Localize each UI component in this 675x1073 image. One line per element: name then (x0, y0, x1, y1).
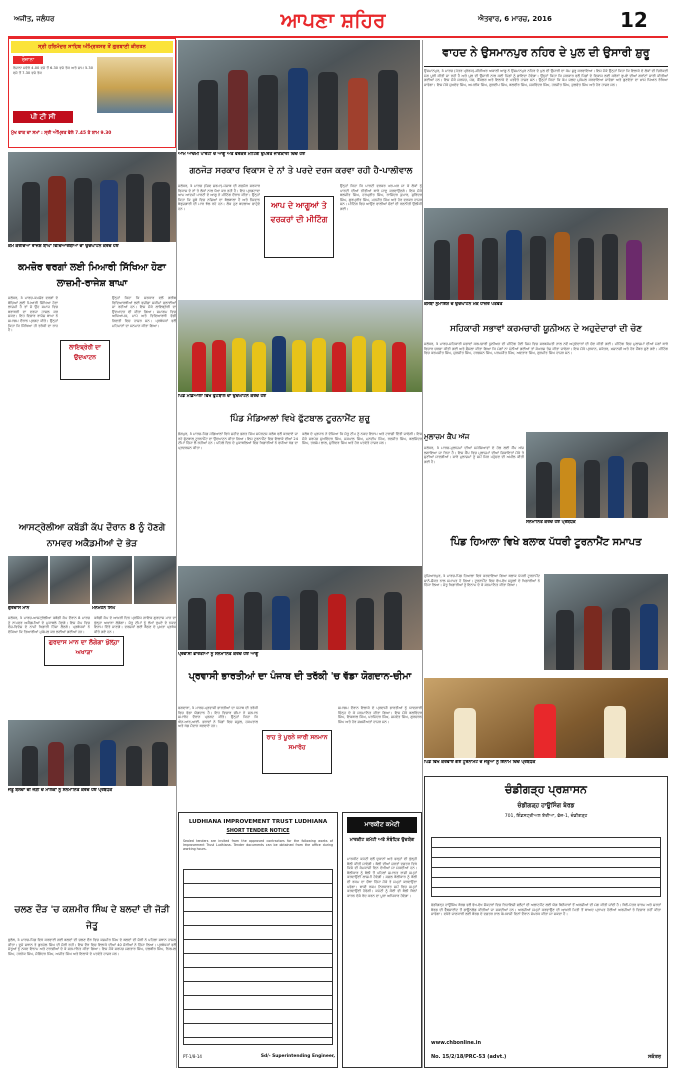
race-photo (8, 720, 176, 786)
ad-title: ਸ੍ਰੀ ਹਰਿਮੰਦਰ ਸਾਹਿਬ ਅੰਮ੍ਰਿਤਸਰ ਤੋਂ ਗੁਰਬਾਣੀ ਕੀਰਤਨ (11, 41, 173, 53)
aap-meeting-photo (178, 40, 420, 150)
chandigarh-ad (424, 776, 668, 1068)
story8-body: ਹੁਸ਼ਿਆਰਪੁਰ, 5 ਮਾਰਚ-ਪਿੰਡ ਹਿਆਲਾ ਵਿਖੇ ਕਰਵਾਇਆ ਗਿਆ ਬਲਾਕ ਪੱਧਰੀ ਟੂਰਨਾਮੈਂਟ ਸ਼ਾਨੋ-ਸ਼ੌਕਤ ਨਾਲ ਸਮਾਪਤ ਹੋ ਗਿਆ। ਟੂਰਨਾਮੈਂਟ ਵਿਚ ਵੱਖ-ਵੱਖ ਸਕੂਲਾਂ ਦੇ ਖਿਡਾਰੀਆਂ ਨੇ ਹਿੱਸਾ ਲਿਆ। ਜੇਤੂ ਖਿਡਾਰੀਆਂ ਨੂੰ ਇਨਾਮ ਦੇ ਕੇ ਸਨਮਾਨਿਤ ਕੀਤਾ ਗਿਆ। (424, 574, 540, 588)
story2-body-b: ਉਨ੍ਹਾਂ ਕਿਹਾ ਕਿ ਪਾਰਟੀ ਵਰਕਰ ਘਰ-ਘਰ ਜਾ ਕੇ ਲੋਕਾਂ ਨੂੰ ਪਾਰਟੀ ਦੀਆਂ ਨੀਤੀਆਂ ਬਾਰੇ ਜਾਣੂ ਕਰਵਾਉਣਗੇ। ਇਸ ਮੌਕੇ ਬਲਜੀਤ ਸਿੰਘ, ਹਰਪ੍ਰੀਤ ਸਿੰਘ, ਰਾਜਿੰਦਰ ਕੁਮਾਰ, ਸੁਰਿੰਦਰ ਸਿੰਘ, ਗੁਰਪ੍ਰੀਤ ਸਿੰਘ, ਮਨਜੀਤ ਸਿੰਘ ਅਤੇ ਹੋਰ ਵਰਕਰ ਹਾਜ਼ਰ ਸਨ। ਮੀਟਿੰਗ ਵਿਚ ਆਉਣ ਵਾਲੀਆਂ ਚੋਣਾਂ ਦੀ ਰਣਨੀਤੀ ਉਲੀਕੀ ਗਈ। (340, 184, 422, 211)
chandigarh-table (431, 837, 661, 897)
chandigarh-title: ਚੰਡੀਗੜ੍ਹ ਪ੍ਰਸ਼ਾਸਨ (505, 783, 587, 796)
story1-body: ਉਸਮਾਨਪੁਰ, 5 ਮਾਰਚ (ਪੱਤਰ ਪ੍ਰੇਰਕ)-ਸੀਨੀਅਰ ਅਕਾਲੀ ਆਗੂ ਨੇ ਉਸਮਾਨਪੁਰ ਨਹਿਰ ਦੇ ਪੁਲ ਦੀ ਉਸਾਰੀ ਦਾ ਕੰਮ ਸ਼ੁਰੂ ਕਰਵਾਇਆ। ਇਸ ਮੌਕੇ ਉਨ੍ਹਾਂ ਕਿਹਾ ਕਿ ਇਲਾਕੇ ਦੇ ਲੋਕਾਂ ਦੀ ਚਿਰੋਕਣੀ ਮੰਗ ਪੂਰੀ ਕੀਤੀ ਜਾ ਰਹੀ ਹੈ ਅਤੇ ਪੁਲ ਦੀ ਉਸਾਰੀ ਨਾਲ ਕਈ ਪਿੰਡਾਂ ਨੂੰ ਫ਼ਾਇਦਾ ਹੋਵੇਗਾ। ਉਨ੍ਹਾਂ ਕਿਹਾ ਕਿ ਸਰਕਾਰ ਵਲੋਂ ਪਿੰਡਾਂ ਦੇ ਵਿਕਾਸ ਲਈ ਕਰੋੜਾਂ ਰੁਪਏ ਦੀਆਂ ਗਰਾਂਟਾਂ ਜਾਰੀ ਕੀਤੀਆਂ ਗਈਆਂ ਹਨ। ਇਸ ਮੌਕੇ ਸਰਪੰਚ, ਪੰਚ, ਕੌਂਸਲਰ ਅਤੇ ਇਲਾਕੇ ਦੇ ਪਤਵੰਤੇ ਹਾਜ਼ਰ ਸਨ। ਉਨ੍ਹਾਂ ਕਿਹਾ ਕਿ ਕੰਮ ਜਲਦ ਮੁਕੰਮਲ ਕਰਵਾਇਆ ਜਾਵੇਗਾ ਅਤੇ ਗੁਣਵੱਤਾ ਦਾ ਖ਼ਾਸ ਧਿਆਨ ਰੱਖਿਆ ਜਾਵੇਗਾ। ਇਸ ਮੌਕੇ ਸੁਖਦੇਵ ਸਿੰਘ, ਅਮਰੀਕ ਸਿੰਘ, ਗੁਰਦੀਪ ਸਿੰਘ, ਬਲਵੀਰ ਸਿੰਘ, ਜਸਵਿੰਦਰ ਸਿੰਘ, ਹਰਜੀਤ ਸਿੰਘ, ਕੁਲਵੰਤ ਸਿੰਘ ਅਤੇ ਹੋਰ ਹਾਜ਼ਰ ਸਨ। (424, 69, 668, 87)
story10-headline: ਚਲਣ ਦੌੜ 'ਚ ਕਸ਼ਮੀਰ ਸਿੰਘ ਦੇ ਬਲਦਾਂ ਦੀ ਜੋੜੀ ਜੇਤੂ (14, 905, 170, 931)
tender-ref: PT-1/8-14 (183, 1054, 202, 1059)
story2-body-a: ਜਲੰਧਰ, 5 ਮਾਰਚ (ਸ਼ਿਵ ਸ਼ਰਮਾ)-ਪੰਜਾਬ ਦੀ ਗਠਜੋੜ ਸਰਕਾਰ ਵਿਕਾਸ ਦੇ ਨਾਂ ਤੇ ਲੋਕਾਂ ਨਾਲ ਧੋਖਾ ਕਰ ਰਹੀ ਹੈ। ਇਹ ਪ੍ਰਗਟਾਵਾ ਆਮ ਆਦਮੀ ਪਾਰਟੀ ਦੇ ਆਗੂ ਨੇ ਮੀਟਿੰਗ ਦੌਰਾਨ ਕੀਤਾ। ਉਨ੍ਹਾਂ ਕਿਹਾ ਕਿ ਸੂਬੇ ਵਿਚ ਨਸ਼ਿਆਂ ਦਾ ਬੋਲਬਾਲਾ ਹੈ ਅਤੇ ਨੌਜਵਾਨ ਬੇਰੁਜ਼ਗਾਰੀ ਦੀ ਮਾਰ ਝੱਲ ਰਹੇ ਹਨ। ਲੋਕ ਹੁਣ ਬਦਲਾਅ ਚਾਹੁੰਦੇ ਹਨ। (178, 184, 260, 211)
tournament-caption: ਪਿੰਡ ਵਿਖੇ ਕਰਵਾਏ ਗਏ ਟੂਰਨਾਮੈਂਟ ਦੇ ਜੇਤੂਆਂ ਨੂੰ ਇਨਾਮ ਦਿੰਦੇ ਪ੍ਰਬੰਧਕ (424, 760, 536, 765)
edition-label: ਅਜੀਤ, ਜਲੰਧਰ (14, 15, 55, 23)
bagha-caption: ਕੰਮ ਕਰਦਿਆਂ ਰਾਜੇਸ਼ ਬਾਘਾ ਵਿਦਿਆਰਥੀਆਂ ਦਾ ਉਦਘਾਟਨ ਕਰਦੇ ਹੋਏ (8, 244, 119, 249)
ad-body: ਰੋਜ਼ਾਨਾ ਸਵੇਰੇ 4.00 ਵਜੇ ਤੋਂ 6.30 ਵਜੇ ਤੱਕ ਅਤੇ ਸ਼ਾਮ 5.30 ਵਜੇ ਤੋਂ 7.30 ਵਜੇ ਤੱਕ (13, 66, 93, 75)
story3-body-a: ਜਲੰਧਰ, 5 ਮਾਰਚ-ਕਮਜ਼ੋਰ ਵਰਗਾਂ ਦੇ ਬੱਚਿਆਂ ਲਈ ਮਿਆਰੀ ਸਿੱਖਿਆ ਹੋਣਾ ਲਾਜ਼ਮੀ ਹੈ ਤਾਂ ਜੋ ਉਹ ਸਮਾਜ ਵਿਚ ਬਰਾਬਰੀ ਦਾ ਦਰਜਾ ਹਾਸਲ ਕਰ ਸਕਣ। ਇਹ ਵਿਚਾਰ ਰਾਜੇਸ਼ ਬਾਘਾ ਨੇ ਸਮਾਗਮ ਦੌਰਾਨ ਪ੍ਰਗਟ ਕੀਤੇ। ਉਨ੍ਹਾਂ ਕਿਹਾ ਕਿ ਸਿੱਖਿਆ ਹੀ ਤਰੱਕੀ ਦਾ ਰਾਹ ਹੈ। (8, 296, 58, 333)
kabaddi-photo-1 (8, 556, 48, 604)
kabaddi-photo-3 (92, 556, 132, 604)
page-number: 12 (620, 8, 648, 32)
story10-body: ਭੁਲੱਥ, 5 ਮਾਰਚ-ਪਿੰਡ ਵਿਖੇ ਕਰਵਾਈ ਗਈ ਬਲਦਾਂ ਦੀ ਚਲਣ ਦੌੜ ਵਿਚ ਕਸ਼ਮੀਰ ਸਿੰਘ ਦੇ ਬਲਦਾਂ ਦੀ ਜੋੜੀ ਨੇ ਪਹਿਲਾ ਸਥਾਨ ਹਾਸਲ ਕੀਤਾ। ਦੂਜੇ ਸਥਾਨ ਤੇ ਗੁਰਮੇਲ ਸਿੰਘ ਦੀ ਜੋੜੀ ਰਹੀ। ਇਸ ਦੌੜ ਵਿਚ ਇਲਾਕੇ ਦੀਆਂ 40 ਜੋੜੀਆਂ ਨੇ ਹਿੱਸਾ ਲਿਆ। ਪ੍ਰਬੰਧਕਾਂ ਵਲੋਂ ਜੇਤੂਆਂ ਨੂੰ ਨਕਦ ਇਨਾਮ ਅਤੇ ਟਰਾਫ਼ੀਆਂ ਦੇ ਕੇ ਸਨਮਾਨਿਤ ਕੀਤਾ ਗਿਆ। ਇਸ ਮੌਕੇ ਸਰਪੰਚ ਜਗਤਾਰ ਸਿੰਘ, ਦਲਬੀਰ ਸਿੰਘ, ਨਿਰਮਲ ਸਿੰਘ, ਹਰਨੇਕ ਸਿੰਘ, ਜੋਗਿੰਦਰ ਸਿੰਘ, ਅਜੀਤ ਸਿੰਘ ਅਤੇ ਇਲਾਕੇ ਦੇ ਪਤਵੰਤੇ ਹਾਜ਼ਰ ਸਨ। (8, 938, 176, 956)
market-body: ਮਾਰਕੀਟ ਕਮੇਟੀ ਵਲੋਂ ਦੁਕਾਨਾਂ ਅਤੇ ਫੜ੍ਹਾਂ ਦੀ ਖੁੱਲ੍ਹੀ ਬੋਲੀ ਕੀਤੀ ਜਾਵੇਗੀ। ਬੋਲੀ ਦੀਆਂ ਸ਼ਰਤਾਂ ਦਫ਼ਤਰ ਵਿਖੇ ਕਿਸੇ ਵੀ ਕੰਮਕਾਜੀ ਦਿਨ ਦੇਖੀਆਂ ਜਾ ਸਕਦੀਆਂ ਹਨ। ਬੋਲੀਕਾਰ ਨੂੰ ਬੋਲੀ ਤੋਂ ਪਹਿਲਾਂ ਜ਼ਮਾਨਤ ਰਾਸ਼ੀ ਜਮ੍ਹਾਂ ਕਰਵਾਉਣੀ ਲਾਜ਼ਮੀ ਹੋਵੇਗੀ। ਸਫ਼ਲ ਬੋਲੀਕਾਰ ਨੂੰ ਬੋਲੀ ਦੀ ਰਕਮ ਦਾ ਚੌਥਾ ਹਿੱਸਾ ਮੌਕੇ ਤੇ ਜਮ੍ਹਾਂ ਕਰਵਾਉਣਾ ਪਵੇਗਾ। ਬਾਕੀ ਰਕਮ ਨਿਰਧਾਰਤ ਸਮੇਂ ਵਿਚ ਜਮ੍ਹਾਂ ਕਰਵਾਉਣੀ ਹੋਵੇਗੀ। ਕਮੇਟੀ ਨੂੰ ਕੋਈ ਵੀ ਬੋਲੀ ਬਿਨਾਂ ਕਾਰਨ ਦੱਸੇ ਰੱਦ ਕਰਨ ਦਾ ਪੂਰਾ ਅਧਿਕਾਰ ਹੋਵੇਗਾ। (347, 857, 417, 898)
story2-sidebar: ਆਪ ਦੇ ਆਗੂਆਂ ਤੇ ਵਰਕਰਾਂ ਦੀ ਮੀਟਿੰਗ (264, 196, 334, 258)
tender-signature: Sd/- Superintending Engineer, (260, 1054, 335, 1059)
nri-caption: ਪ੍ਰਵਾਸੀ ਭਾਰਤੀਆਂ ਨੂੰ ਸਨਮਾਨਿਤ ਕਰਦੇ ਹੋਏ ਆਗੂ (178, 652, 259, 657)
tournament-photo (544, 574, 668, 670)
chandigarh-signatory: ਸਕੱਤਰ (647, 1054, 661, 1060)
story9-sidebar: ਰਾਹ ਤੇ ਪੂਰਨੇ ਜਾਰੀ ਸਨਮਾਨ ਸਮਾਰੋਹ (262, 730, 332, 774)
tender-table (183, 869, 333, 1045)
story2-headline: ਗਠਜੋੜ ਸਰਕਾਰ ਵਿਕਾਸ ਦੇ ਨਾਂ ਤੇ ਪਰਦੇ ਦਰਜ ਕਰਵਾ ਰਹੀ ਹੈ-ਪਾਲੀਵਾਲ (189, 166, 413, 176)
tender-title: LUDHIANA IMPROVEMENT TRUST LUDHIANA (188, 819, 328, 825)
story3-headline: ਕਮਜ਼ੋਰ ਵਰਗਾਂ ਲਈ ਮਿਆਰੀ ਸਿੱਖਿਆ ਹੋਣਾ ਲਾਜ਼ਮੀ-ਰਾਜੇਸ਼ ਬਾਘਾ (18, 262, 166, 289)
exhibition-photo (424, 208, 668, 300)
tender-intro: Sealed tenders are invited from the approved contractors for the following works of Improvement Trust Ludhiana. Tender documents can be obtained from the office during working hours. (183, 839, 333, 851)
story4-headline: ਸਹਿਕਾਰੀ ਸਭਾਵਾਂ ਕਰਮਚਾਰੀ ਯੂਨੀਅਨ ਦੇ ਅਹੁਦੇਦਾਰਾਂ ਦੀ ਚੋਣ (450, 324, 642, 334)
race-caption: ਜੇਤੂ ਬਲਦਾਂ ਦੀ ਜੋੜੀ ਦੇ ਮਾਲਕਾਂ ਨੂੰ ਸਨਮਾਨਿਤ ਕਰਦੇ ਹੋਏ ਪ੍ਰਬੰਧਕ (8, 788, 113, 793)
story7-body-b: ਕਬੱਡੀ ਕੱਪ ਦੇ ਆਖ਼ਰੀ ਦਿਨ ਪ੍ਰਸਿੱਧ ਗਾਇਕ ਗੁਰਦਾਸ ਮਾਨ ਦਾ ਖੁੱਲ੍ਹਾ ਅਖਾੜਾ ਲੱਗੇਗਾ। ਜੇਤੂ ਟੀਮਾਂ ਨੂੰ ਲੱਖਾਂ ਰੁਪਏ ਦੇ ਨਕਦ ਇਨਾਮ ਦਿੱਤੇ ਜਾਣਗੇ। ਦਰਸ਼ਕਾਂ ਲਈ ਬੈਠਣ ਦੇ ਪੁਖ਼ਤਾ ਪ੍ਰਬੰਧ ਕੀਤੇ ਗਏ ਹਨ। (94, 616, 176, 634)
kabaddi-caption-1: ਗੁਰਦਾਸ ਮਾਨ (8, 606, 30, 611)
kabaddi-photo-2 (50, 556, 90, 604)
story9-body-a: ਫਗਵਾੜਾ, 5 ਮਾਰਚ-ਪ੍ਰਵਾਸੀ ਭਾਰਤੀਆਂ ਦਾ ਪੰਜਾਬ ਦੀ ਤਰੱਕੀ ਵਿਚ ਵੱਡਾ ਯੋਗਦਾਨ ਹੈ। ਇਹ ਵਿਚਾਰ ਚੀਮਾ ਨੇ ਸਨਮਾਨ ਸਮਾਰੋਹ ਦੌਰਾਨ ਪ੍ਰਗਟ ਕੀਤੇ। ਉਨ੍ਹਾਂ ਕਿਹਾ ਕਿ ਐਨ.ਆਰ.ਆਈ. ਭਰਾਵਾਂ ਨੇ ਪਿੰਡਾਂ ਵਿਚ ਸਕੂਲ, ਹਸਪਤਾਲ ਅਤੇ ਖੇਡ ਮੈਦਾਨ ਬਣਵਾਏ ਹਨ। (178, 706, 258, 729)
column-divider-1 (176, 40, 177, 1068)
story8-headline: ਪਿੰਡ ਹਿਆਲਾ ਵਿਖੇ ਬਲਾਕ ਪੱਧਰੀ ਟੂਰਨਾਮੈਂਟ ਸਮਾਪਤ (450, 537, 642, 548)
ad-footer: ਮੁੱਖ ਵਾਕ ਦਾ ਸਮਾਂ : ਸ੍ਰੀ ਅੰਮ੍ਰਿਤ ਵੇਲੇ 7.45 ਤੇ ਸ਼ਾਮ 9.30 (11, 131, 112, 136)
camp-photo (526, 432, 668, 518)
story6-body: ਜਲੰਧਰ, 5 ਮਾਰਚ-ਮੁਲਾਜ਼ਮਾਂ ਦੀਆਂ ਸਮੱਸਿਆਵਾਂ ਦੇ ਹੱਲ ਲਈ ਕੈਂਪ ਅੱਜ ਲਗਾਇਆ ਜਾ ਰਿਹਾ ਹੈ। ਇਸ ਕੈਂਪ ਵਿਚ ਮੁਲਾਜ਼ਮਾਂ ਦੀਆਂ ਸ਼ਿਕਾਇਤਾਂ ਮੌਕੇ ਤੇ ਸੁਣੀਆਂ ਜਾਣਗੀਆਂ। ਸਾਰੇ ਮੁਲਾਜ਼ਮਾਂ ਨੂੰ ਸਮੇਂ ਸਿਰ ਪਹੁੰਚਣ ਦੀ ਅਪੀਲ ਕੀਤੀ ਗਈ ਹੈ। (424, 446, 524, 464)
story5-body-b: ਕਲੱਬ ਦੇ ਪ੍ਰਧਾਨ ਨੇ ਦੱਸਿਆ ਕਿ ਜੇਤੂ ਟੀਮ ਨੂੰ ਨਕਦ ਇਨਾਮ ਅਤੇ ਟਰਾਫ਼ੀ ਦਿੱਤੀ ਜਾਵੇਗੀ। ਇਸ ਮੌਕੇ ਸਰਪੰਚ ਸੁਖਵਿੰਦਰ ਸਿੰਘ, ਜਸਪਾਲ ਸਿੰਘ, ਮਨਦੀਪ ਸਿੰਘ, ਰਣਜੀਤ ਸਿੰਘ, ਬਲਜਿੰਦਰ ਸਿੰਘ, ਤਰਸੇਮ ਲਾਲ, ਸੁਰਿੰਦਰ ਸਿੰਘ ਅਤੇ ਹੋਰ ਪਤਵੰਤੇ ਹਾਜ਼ਰ ਸਨ। (302, 432, 422, 446)
market-ad (342, 812, 422, 1068)
masthead (8, 6, 668, 36)
story9-headline: ਪ੍ਰਵਾਸੀ ਭਾਰਤੀਆਂ ਦਾ ਪੰਜਾਬ ਦੀ ਤਰੱਕੀ 'ਚ ਵੱਡਾ ਯੋਗਦਾਨ-ਚੀਮਾ (188, 671, 412, 682)
chandigarh-ref: No. 15/2/18/PRC-53 (advt.) (431, 1054, 507, 1060)
bagha-photo (8, 152, 176, 242)
market-subtitle: ਮਾਰਕੀਟ ਕਮੇਟੀ ਅਤੇ ਸੰਬੰਧਿਤ ਉਦਯੋਗ (349, 838, 415, 843)
story3-body-b: ਉਨ੍ਹਾਂ ਕਿਹਾ ਕਿ ਸਰਕਾਰ ਵਲੋਂ ਗਰੀਬ ਵਿਦਿਆਰਥੀਆਂ ਲਈ ਵਜ਼ੀਫ਼ਾ ਸਕੀਮਾਂ ਚਲਾਈਆਂ ਜਾ ਰਹੀਆਂ ਹਨ। ਇਸ ਮੌਕੇ ਲਾਇਬ੍ਰੇਰੀ ਦਾ ਉਦਘਾਟਨ ਵੀ ਕੀਤਾ ਗਿਆ। ਸਮਾਗਮ ਵਿਚ ਅਧਿਆਪਕ, ਮਾਪੇ ਅਤੇ ਵਿਦਿਆਰਥੀ ਵੱਡੀ ਗਿਣਤੀ ਵਿਚ ਹਾਜ਼ਰ ਸਨ। ਪ੍ਰਬੰਧਕਾਂ ਵਲੋਂ ਮਹਿਮਾਨਾਂ ਦਾ ਸਨਮਾਨ ਕੀਤਾ ਗਿਆ। (112, 296, 176, 328)
camp-caption: ਸਨਮਾਨਿਤ ਕਰਦੇ ਹੋਏ ਪ੍ਰਬੰਧਕ (526, 520, 576, 525)
story3-sidebar: ਲਾਇਬ੍ਰੇਰੀ ਦਾ ਉਦਘਾਟਨ (60, 340, 110, 380)
golden-temple-ad (8, 38, 176, 148)
column-divider-2 (422, 40, 423, 1068)
story1-headline: ਵਾਹਦ ਨੇ ਉਸਮਾਨਪੁਰ ਨਹਿਰ ਦੇ ਪੁਲ ਦੀ ਉਸਾਰੀ ਸ਼ੁਰੂ (442, 46, 650, 59)
exhibition-caption: ਕਸਬਾ ਨੁਮਾਇਸ਼ ਦੇ ਉਦਘਾਟਨ ਮੌਕੇ ਹਾਜ਼ਰ ਪਤਵੰਤੇ (424, 302, 503, 307)
tender-subtitle: SHORT TENDER NOTICE (226, 829, 290, 834)
kabaddi-photo-4 (134, 556, 176, 604)
masthead-title: ਆਪਣਾ ਸ਼ਹਿਰ (280, 8, 386, 32)
channel-logo: ਪੀ ਟੀ ਸੀ (13, 111, 73, 123)
story7-body-a: ਜਲੰਧਰ, 5 ਮਾਰਚ-ਆਸਟ੍ਰੇਲੀਆ ਕਬੱਡੀ ਕੱਪ ਦੌਰਾਨ 8 ਮਾਰਚ ਨੂੰ ਨਾਮਵਰ ਅਕੈਡਮੀਆਂ ਦੇ ਮੁਕਾਬਲੇ ਹੋਣਗੇ। ਇਸ ਕੱਪ ਵਿਚ ਦੇਸ਼-ਵਿਦੇਸ਼ ਦੇ ਨਾਮੀ ਖਿਡਾਰੀ ਹਿੱਸਾ ਲੈਣਗੇ। ਪ੍ਰਬੰਧਕਾਂ ਨੇ ਦੱਸਿਆ ਕਿ ਤਿਆਰੀਆਂ ਮੁਕੰਮਲ ਕਰ ਲਈਆਂ ਗਈਆਂ ਹਨ। (8, 616, 90, 634)
story5-headline: ਪਿੰਡ ਮੰਡਿਆਲਾਂ ਵਿਖੇ ਫੁੱਟਬਾਲ ਟੂਰਨਾਮੈਂਟ ਸ਼ੁਰੂ (230, 414, 370, 424)
chandigarh-website: www.chbonline.in (431, 1040, 482, 1046)
story4-body: ਜਲੰਧਰ, 5 ਮਾਰਚ-ਸਹਿਕਾਰੀ ਸਭਾਵਾਂ ਕਰਮਚਾਰੀ ਯੂਨੀਅਨ ਦੀ ਮੀਟਿੰਗ ਹੋਈ ਜਿਸ ਵਿਚ ਸਰਬਸੰਮਤੀ ਨਾਲ ਨਵੇਂ ਅਹੁਦੇਦਾਰਾਂ ਦੀ ਚੋਣ ਕੀਤੀ ਗਈ। ਮੀਟਿੰਗ ਵਿਚ ਮੁਲਾਜ਼ਮਾਂ ਦੀਆਂ ਮੰਗਾਂ ਬਾਰੇ ਵਿਚਾਰ ਚਰਚਾ ਕੀਤੀ ਗਈ ਅਤੇ ਫ਼ੈਸਲਾ ਕੀਤਾ ਗਿਆ ਕਿ ਮੰਗਾਂ ਨਾ ਮੰਨੀਆਂ ਗਈਆਂ ਤਾਂ ਸੰਘਰਸ਼ ਤੇਜ਼ ਕੀਤਾ ਜਾਵੇਗਾ। ਇਸ ਮੌਕੇ ਪ੍ਰਧਾਨ, ਸਕੱਤਰ, ਖ਼ਜ਼ਾਨਚੀ ਅਤੇ ਹੋਰ ਮੈਂਬਰ ਚੁਣੇ ਗਏ। ਮੀਟਿੰਗ ਵਿਚ ਕਰਮਜੀਤ ਸਿੰਘ, ਸੁਰਜੀਤ ਸਿੰਘ, ਹਰਭਜਨ ਸਿੰਘ, ਪਰਮਜੀਤ ਸਿੰਘ, ਅਵਤਾਰ ਸਿੰਘ, ਗੁਰਮੀਤ ਸਿੰਘ ਹਾਜ਼ਰ ਸਨ। (424, 342, 668, 356)
nri-photo (178, 566, 422, 650)
chandigarh-body: ਚੰਡੀਗੜ੍ਹ ਹਾਊਸਿੰਘ ਬੋਰਡ ਵਲੋਂ ਵੱਖ-ਵੱਖ ਸੈਕਟਰਾਂ ਵਿਚ ਰਿਹਾਇਸ਼ੀ ਫਲੈਟਾਂ ਦੀ ਅਲਾਟਮੈਂਟ ਲਈ ਯੋਗ ਬਿਨੈਕਾਰਾਂ ਤੋਂ ਅਰਜ਼ੀਆਂ ਦੀ ਮੰਗ ਕੀਤੀ ਜਾਂਦੀ ਹੈ। ਬਿਨੈ-ਪੱਤਰ ਫਾਰਮ ਅਤੇ ਸ਼ਰਤਾਂ ਬੋਰਡ ਦੀ ਵੈੱਬਸਾਈਟ ਤੋਂ ਡਾਊਨਲੋਡ ਕੀਤੀਆਂ ਜਾ ਸਕਦੀਆਂ ਹਨ। ਅਰਜ਼ੀਆਂ ਜਮ੍ਹਾਂ ਕਰਵਾਉਣ ਦੀ ਆਖ਼ਰੀ ਮਿਤੀ ਤੋਂ ਬਾਅਦ ਪ੍ਰਾਪਤ ਹੋਈਆਂ ਅਰਜ਼ੀਆਂ ਤੇ ਵਿਚਾਰ ਨਹੀਂ ਕੀਤਾ ਜਾਵੇਗਾ। ਵਧੇਰੇ ਜਾਣਕਾਰੀ ਲਈ ਬੋਰਡ ਦੇ ਦਫ਼ਤਰ ਨਾਲ ਕੰਮਕਾਜੀ ਦਿਨਾਂ ਦੌਰਾਨ ਸੰਪਰਕ ਕੀਤਾ ਜਾ ਸਕਦਾ ਹੈ। (431, 903, 661, 917)
kabaddi-caption-2: ਮਨਮੋਹਨ ਸਿੰਘ (92, 606, 116, 611)
tender-notice (178, 812, 338, 1068)
story7-headline: ਆਸਟ੍ਰੇਲੀਆ ਕਬੱਡੀ ਕੱਪ ਦੌਰਾਨ 8 ਨੂੰ ਹੋਣਗੇ ਨਾਮਵਰ ਅਕੈਡਮੀਆਂ ਦੇ ਭੇੜ (18, 523, 166, 549)
chandigarh-subtitle: ਚੰਡੀਗੜ੍ਹ ਹਾਊਸਿੰਗ ਬੋਰਡ (517, 802, 575, 809)
food-photo (424, 678, 668, 758)
story9-body-b: ਸਮਾਗਮ ਦੌਰਾਨ ਇਲਾਕੇ ਦੇ ਪ੍ਰਵਾਸੀ ਭਾਰਤੀਆਂ ਨੂੰ ਯਾਦਗਾਰੀ ਚਿੰਨ੍ਹ ਦੇ ਕੇ ਸਨਮਾਨਿਤ ਕੀਤਾ ਗਿਆ। ਇਸ ਮੌਕੇ ਬਲਵਿੰਦਰ ਸਿੰਘ, ਇਕਬਾਲ ਸਿੰਘ, ਪਰਮਿੰਦਰ ਸਿੰਘ, ਜਸਵੰਤ ਸਿੰਘ, ਗੁਰਚਰਨ ਸਿੰਘ ਅਤੇ ਹੋਰ ਸ਼ਖ਼ਸੀਅਤਾਂ ਹਾਜ਼ਰ ਸਨ। (338, 706, 422, 724)
football-caption: ਪਿੰਡ ਮੰਡਿਆਲਾਂ ਵਿਖੇ ਫੁੱਟਬਾਲ ਦਾ ਉਦਘਾਟਨ ਕਰਦੇ ਹੋਏ (178, 394, 267, 399)
story6-headline: ਮੁਲਾਜ਼ਮ ਕੈਂਪ ਅੱਜ (424, 433, 470, 441)
ad-subtitle: ਰੋਜ਼ਾਨਾ (13, 56, 43, 64)
market-title: ਮਾਰਕੀਟ ਕਮੇਟੀ (364, 821, 400, 828)
chandigarh-address: 701, ਇੰਡਸਟ੍ਰੀਅਲ ਏਰੀਆ, ਫੇਜ਼-1, ਚੰਡੀਗੜ੍ਹ (504, 814, 588, 819)
masthead-date: ਐਤਵਾਰ, 6 ਮਾਰਚ, 2016 (478, 15, 552, 23)
gurdas-sidebar: ਗੁਰਦਾਸ ਮਾਨ ਦਾ ਲੱਗੇਗਾ ਖੁੱਲ੍ਹਾ ਅਖਾੜਾ (44, 636, 124, 666)
football-photo (178, 300, 422, 392)
golden-temple-photo (97, 57, 173, 113)
story5-body-a: ਭੋਗਪੁਰ, 5 ਮਾਰਚ-ਪਿੰਡ ਮੰਡਿਆਲਾਂ ਵਿਖੇ ਸ਼ਹੀਦ ਭਗਤ ਸਿੰਘ ਸਪੋਰਟਸ ਕਲੱਬ ਵਲੋਂ ਕਰਵਾਏ ਜਾ ਰਹੇ ਫੁੱਟਬਾਲ ਟੂਰਨਾਮੈਂਟ ਦਾ ਉਦਘਾਟਨ ਕੀਤਾ ਗਿਆ। ਇਸ ਟੂਰਨਾਮੈਂਟ ਵਿਚ ਇਲਾਕੇ ਦੀਆਂ 24 ਟੀਮਾਂ ਹਿੱਸਾ ਲੈ ਰਹੀਆਂ ਹਨ। ਪਹਿਲੇ ਦਿਨ ਦੇ ਮੁਕਾਬਲਿਆਂ ਵਿਚ ਖਿਡਾਰੀਆਂ ਨੇ ਵਧੀਆ ਖੇਡ ਦਾ ਪ੍ਰਦਰਸ਼ਨ ਕੀਤਾ। (178, 432, 298, 450)
aap-meeting-caption: ਆਮ ਆਦਮੀ ਪਾਰਟੀ ਦੇ ਆਗੂ ਅਤੇ ਵਰਕਰ ਮੀਟਿੰਗ ਉਪਰੰਤ ਜਾਣਕਾਰੀ ਦਿੰਦੇ ਹੋਏ (178, 152, 305, 157)
story1-rule (424, 66, 668, 67)
